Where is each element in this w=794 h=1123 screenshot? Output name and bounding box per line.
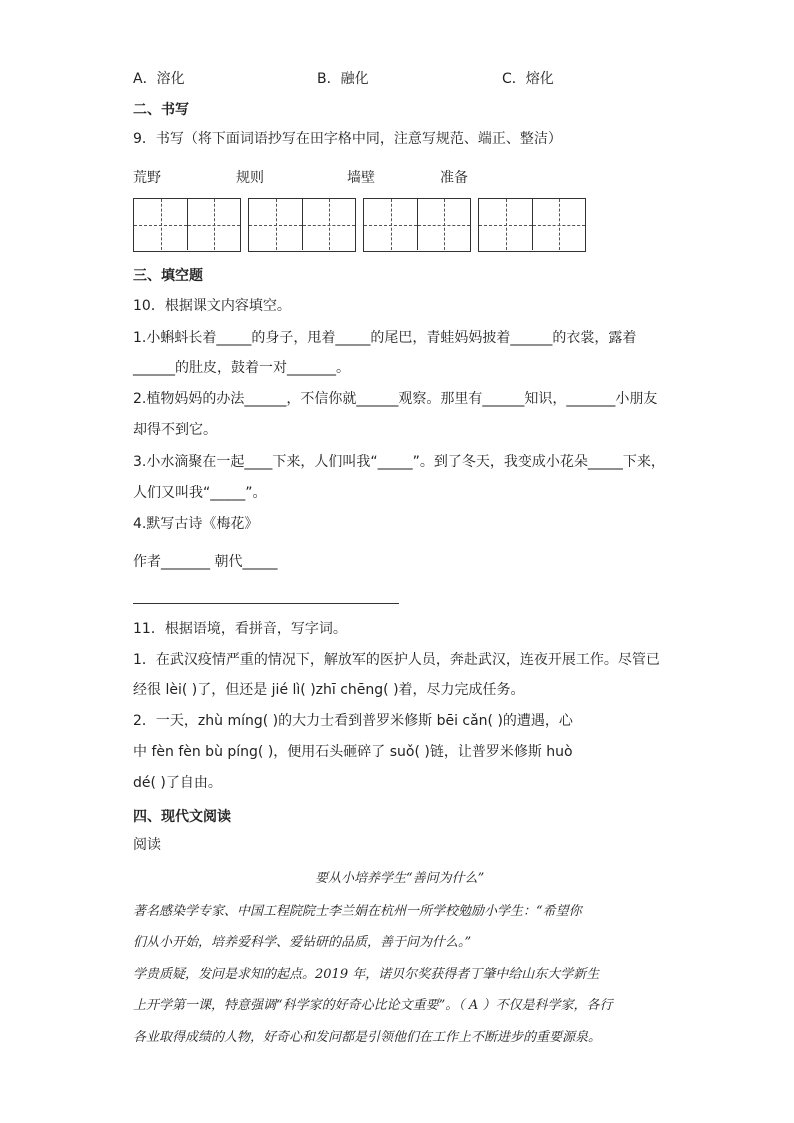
section-title-writing: 二、书写 [133, 102, 189, 118]
q10-line: 却得不到它。 [133, 422, 217, 438]
reading-line: 著名感染学专家、中国工程院院士李兰娟在杭州一所学校勉励小学生：“希望你 [133, 904, 582, 919]
tianzige-cell[interactable] [364, 199, 417, 250]
copy-word: 墙壁 [347, 170, 375, 186]
tianzige-group-3[interactable] [363, 198, 471, 252]
section-title-fill-blank: 三、填空题 [133, 268, 203, 284]
option-c: C．熔化 [502, 71, 554, 87]
tianzige-cell[interactable] [479, 199, 532, 250]
option-a: A．溶化 [133, 71, 185, 87]
tianzige-cell[interactable] [187, 199, 240, 250]
q10-line: 人们又叫我“_____”。 [133, 485, 267, 501]
q10-line: 1.小蝌蚪长着_____的身子，甩着_____的尾巴，青蛙妈妈披着______的衣裳，露着 [133, 330, 637, 346]
q11-line: dé( )了自由。 [133, 775, 222, 791]
q10-line: ______的肚皮，鼓着一对_______。 [133, 360, 350, 376]
option-b: B．融化 [317, 71, 369, 87]
reading-line: 各业取得成绩的人物，好奇心和发问都是引领他们在工作上不断进步的重要源泉。 [133, 1030, 602, 1045]
q11-line: 1．在武汉疫情严重的情况下，解放军的医护人员，奔赴武汉，连夜开展工作。尽管已 [133, 652, 660, 668]
reading-title: 要从小培养学生“善问为什么” [315, 871, 485, 886]
q11-prompt: 11．根据语境，看拼音，写字词。 [133, 621, 347, 637]
reading-line: 们从小开始，培养爱科学、爱钻研的品质，善于问为什么。” [133, 935, 472, 950]
q10-prompt: 10．根据课文内容填空。 [133, 298, 291, 314]
copy-word: 规则 [236, 170, 264, 186]
q10-poem-heading: 4.默写古诗《梅花》 [133, 516, 259, 532]
tianzige-cell[interactable] [417, 199, 470, 250]
q9-prompt: 9．书写（将下面词语抄写在田字格中同，注意写规范、端正、整洁） [133, 131, 562, 147]
reading-label: 阅读 [133, 837, 161, 853]
tianzige-cell[interactable] [134, 199, 187, 250]
q11-line: 2．一天，zhù míng( )的大力士看到普罗米修斯 bēi cǎn( )的遭遇，心 [133, 713, 573, 729]
q10-line: 2.植物妈妈的办法______，不信你就______观察。那里有______知识，_______小朋友 [133, 391, 658, 407]
q10-line: 3.小水滴聚在一起____下来，人们叫我“_____”。到了冬天，我变成小花朵_____下来， [133, 454, 665, 470]
reading-line: 上开学第一课，特意强调“科学家的好奇心比论文重要”。（ A ）不仅是科学家，各行 [133, 998, 613, 1013]
copy-word: 准备 [440, 170, 468, 186]
q10-author-dynasty: 作者_______ 朝代_____ [133, 554, 278, 570]
q11-line: 经很 lèi( )了，但还是 jié lì( )zhī chēng( )着，尽力完成任务。 [133, 682, 525, 698]
tianzige-group-2[interactable] [248, 198, 356, 252]
tianzige-cell[interactable] [249, 199, 302, 250]
tianzige-group-4[interactable] [478, 198, 586, 252]
reading-line: 学贵质疑，发问是求知的起点。2019 年，诺贝尔奖获得者丁肇中给山东大学新生 [133, 967, 600, 982]
tianzige-group-1[interactable] [133, 198, 241, 252]
section-title-reading: 四、现代文阅读 [133, 809, 231, 825]
poem-answer-line[interactable] [133, 603, 399, 604]
tianzige-cell[interactable] [302, 199, 355, 250]
q11-line: 中 fèn fèn bù píng( )，便用石头砸碎了 suǒ( )链，让普罗米修斯 huò [133, 744, 573, 760]
copy-word: 荒野 [133, 170, 161, 186]
tianzige-cell[interactable] [532, 199, 585, 250]
